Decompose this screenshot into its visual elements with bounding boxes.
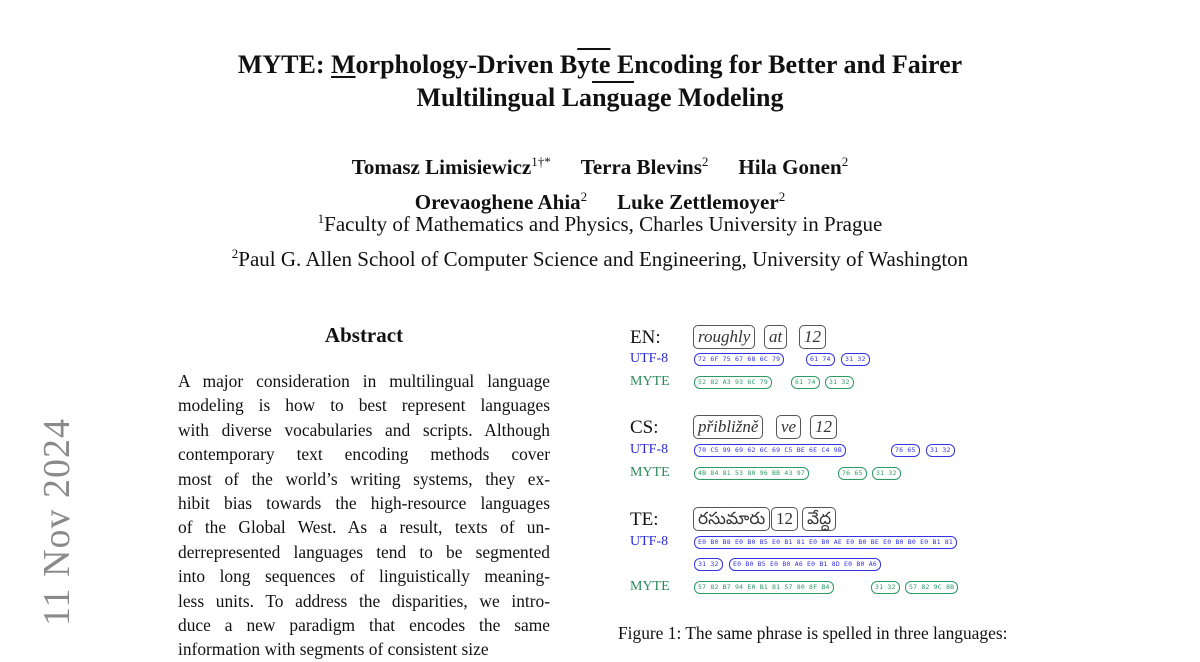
abstract-line: A major consideration in multilingual language (178, 371, 550, 391)
title-overlined-ngu: $\overline{ngu}$ (592, 83, 634, 112)
myte-byte-group: 4B 84 81 53 80 96 BB 43 97 (694, 467, 809, 480)
abstract-line: into long sequences of linguistically meaning- (178, 566, 550, 587)
word-token: వేద్ద (802, 507, 836, 531)
paper-title (0, 48, 1200, 114)
title-part: orphology-Driven B (355, 50, 578, 79)
abstract-line: duce a new paradigm that encodes the same (178, 614, 550, 635)
title-overlined-yte: $\overline{yte}$ (577, 50, 611, 79)
encoding-label-utf8: UTF-8 (630, 534, 669, 549)
utf8-byte-group: 31 32 (841, 353, 870, 366)
author-name: Hila Gonen (738, 155, 842, 179)
author-name: Tomasz Limisiewicz (351, 155, 532, 179)
utf8-byte-group: 70 C5 99 69 62 6C 69 C5 BE 6E C4 9B (694, 444, 846, 457)
utf8-byte-group: E0 B0 B5 E0 B0 A6 E0 B1 8D E0 B0 A6 (729, 558, 881, 571)
author-sup: 2 (778, 189, 786, 204)
author-line-1 (0, 147, 1200, 182)
utf8-byte-group: 76 65 (891, 444, 920, 457)
myte-byte-group: 61 74 (791, 376, 820, 389)
title-line-1 (0, 48, 1200, 81)
utf8-byte-group: 61 74 (806, 353, 835, 366)
word-token: ve (776, 415, 801, 439)
encoding-label-utf8: UTF-8 (630, 442, 669, 457)
title-underlined-M: M (330, 50, 356, 79)
abstract-line: modeling is how to best represent languages (178, 395, 550, 416)
lang-label-te: TE: (630, 509, 659, 530)
myte-byte-group: 31 32 (872, 467, 901, 480)
title-part: age Modeling (633, 83, 784, 112)
myte-byte-group: 57 82 B7 94 E0 B1 81 57 80 8F B4 (694, 581, 834, 594)
affiliation-1 (0, 204, 1200, 239)
abstract-line: contemporary text encoding methods cover (178, 444, 550, 465)
word-token: at (764, 325, 787, 349)
affiliation-sup: 2 (231, 246, 239, 261)
word-token: 12 (771, 507, 798, 531)
word-token: 12 (799, 325, 826, 349)
myte-byte-group: 57 82 9C 8B (905, 581, 958, 594)
affiliation-text: Paul G. Allen School of Computer Science and Engineering, University of Washington (238, 247, 969, 271)
abstract-line: with diverse vocabularies and scripts. Although (178, 419, 550, 440)
myte-byte-group: 52 82 A3 93 6C 79 (694, 376, 772, 389)
author-name: Orevaoghene Ahia (414, 190, 581, 214)
affiliation-2 (0, 239, 1200, 274)
abstract-line: derrepresented languages tend to be segmented (178, 541, 550, 562)
myte-byte-group: 31 32 (825, 376, 854, 389)
word-token: přibližně (693, 415, 763, 439)
author-sup: 2 (580, 189, 588, 204)
word-token: roughly (693, 325, 755, 349)
abstract-line: information with segments of consistent size (178, 639, 489, 660)
myte-byte-group: 76 65 (838, 467, 867, 480)
lang-label-en: EN: (630, 327, 661, 348)
word-token: రసుమారు (693, 507, 770, 531)
encoding-label-myte: MYTE (630, 465, 670, 480)
author-sup: 2 (701, 154, 709, 169)
arxiv-date-stamp: 11 Nov 2024 (36, 417, 78, 627)
encoding-label-myte: MYTE (630, 579, 670, 594)
myte-byte-group: 31 32 (871, 581, 900, 594)
title-line-2 (0, 81, 1200, 114)
title-part: Multilingual La (416, 83, 593, 112)
title-part: Encoding for Better and Fairer (610, 50, 963, 79)
encoding-label-myte: MYTE (630, 374, 670, 389)
abstract-line: hibit bias towards the high-resource languages (178, 492, 550, 513)
affiliation-text: Faculty of Mathematics and Physics, Charles University in Prague (324, 212, 883, 236)
author-name: Terra Blevins (580, 155, 702, 179)
title-part: MYTE: (237, 50, 331, 79)
utf8-byte-group: 31 32 (694, 558, 723, 571)
author-sup: 2 (841, 154, 849, 169)
utf8-byte-group: 72 6F 75 67 68 6C 79 (694, 353, 784, 366)
word-token: 12 (810, 415, 837, 439)
encoding-label-utf8: UTF-8 (630, 351, 669, 366)
abstract-body (178, 369, 550, 662)
author-sup: 1†* (531, 154, 551, 169)
utf8-byte-group: E0 B0 B8 E0 B0 B5 E0 B1 81 E0 B0 AE E0 B0 BE E0 B0 B0 E0 B1 81 (694, 536, 957, 549)
abstract-line: less units. To address the disparities, we intro- (178, 590, 550, 611)
affiliations (0, 204, 1200, 274)
abstract-heading: Abstract (324, 323, 404, 347)
figure-caption: Figure 1: The same phrase is spelled in three languages: (618, 623, 1008, 643)
abstract-line: of the Global West. As a result, texts of un- (178, 517, 550, 538)
affiliation-sup: 1 (317, 211, 325, 226)
author-name: Luke Zettlemoyer (617, 190, 779, 214)
lang-label-cs: CS: (630, 417, 659, 438)
abstract-line: most of the world’s writing systems, they ex- (178, 468, 550, 489)
utf8-byte-group: 31 32 (926, 444, 955, 457)
